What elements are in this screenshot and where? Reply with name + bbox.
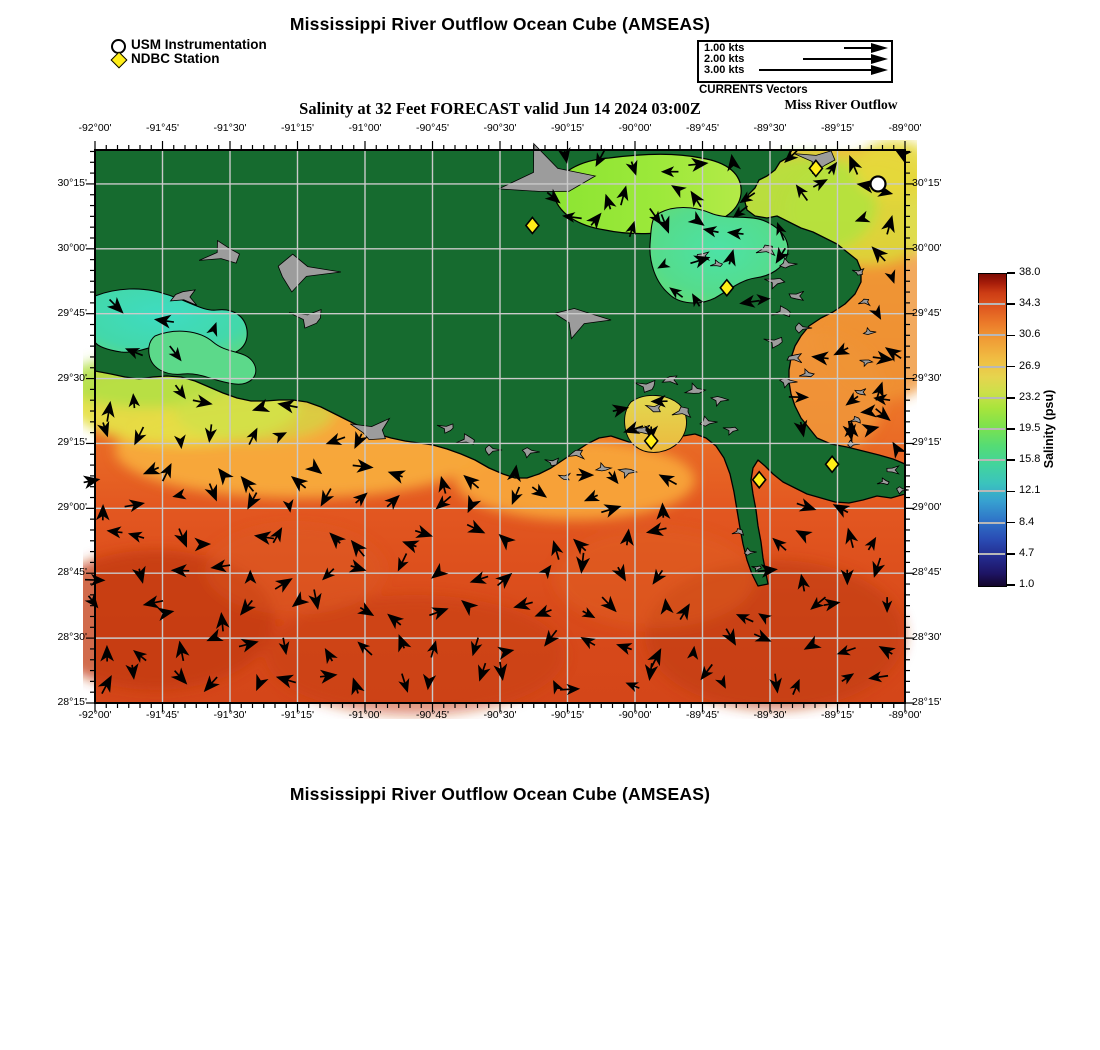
lat-tick-label: 28°30' (57, 631, 87, 644)
lat-tick-label: 30°00' (57, 241, 87, 254)
lat-tick-label: 29°45' (57, 306, 87, 319)
colorbar-tick-mark (1007, 428, 1015, 430)
lon-tick-label: -91°30' (213, 709, 247, 721)
lon-tick-label: -91°15' (280, 709, 315, 721)
colorbar-tick-label: 26.9 (1019, 359, 1041, 372)
lat-tick-label: 28°30' (912, 631, 942, 644)
colorbar-tick-mark (1007, 272, 1015, 274)
colorbar-tick-line (978, 334, 1005, 336)
colorbar-tick-line (978, 397, 1005, 399)
colorbar-tick-label: 19.5 (1019, 422, 1041, 434)
lon-tick-label: -89°15' (820, 122, 855, 134)
colorbar-axis-label: Salinity (psu) (1042, 389, 1056, 469)
colorbar-tick-label: 34.3 (1019, 297, 1041, 310)
colorbar (978, 273, 1007, 587)
currents-vectors-caption: CURRENTS Vectors (699, 84, 808, 96)
lat-tick-label: 29°15' (57, 436, 87, 449)
lon-tick-label: -89°00' (888, 709, 922, 721)
lon-tick-label: -91°00' (348, 122, 382, 134)
colorbar-tick-line (978, 428, 1005, 430)
colorbar-tick-label: 38.0 (1019, 266, 1041, 278)
lat-tick-label: 28°45' (912, 566, 942, 579)
usm-instrumentation-marker (871, 176, 886, 191)
legend-ndbc-label: NDBC Station (131, 51, 220, 66)
lon-tick-label: -89°30' (753, 709, 787, 721)
colorbar-tick-line (978, 303, 1005, 305)
lat-tick-label: 29°30' (57, 371, 87, 384)
colorbar-tick-label: 12.1 (1019, 484, 1041, 497)
colorbar-tick-line (978, 553, 1005, 555)
ndbc-diamond-icon (111, 52, 128, 69)
colorbar-tick-mark (1007, 366, 1015, 368)
colorbar-tick-line (978, 490, 1005, 492)
vector-legend-3kt-label: 3.00 kts (704, 64, 745, 76)
lat-tick-label: 29°15' (912, 436, 942, 449)
lon-tick-label: -91°45' (145, 122, 180, 134)
lon-tick-label: -89°15' (820, 709, 855, 721)
colorbar-tick-label: 4.7 (1019, 546, 1035, 559)
lon-tick-label: -89°45' (685, 709, 720, 721)
colorbar-tick-label: 15.8 (1019, 453, 1041, 466)
colorbar-tick-mark (1007, 335, 1015, 337)
legend-usm-label: USM Instrumentation (131, 37, 267, 52)
lon-tick-label: -91°00' (348, 709, 382, 721)
footer-title: Mississippi River Outflow Ocean Cube (AMSEAS) (289, 784, 711, 804)
vector-legend-2kt-arrowhead-icon (871, 54, 888, 64)
salinity-map (83, 140, 917, 719)
lat-tick-label: 29°00' (912, 501, 942, 514)
lon-tick-label: -90°45' (415, 122, 450, 134)
lon-tick-label: -91°30' (213, 122, 247, 134)
lat-tick-label: 29°00' (57, 501, 87, 514)
forecast-subtitle: Salinity at 32 Feet FORECAST valid Jun 14 2024 03:00Z (299, 99, 701, 118)
lat-tick-label: 28°15' (912, 696, 942, 708)
page-title: Mississippi River Outflow Ocean Cube (AMSEAS) (289, 14, 711, 34)
colorbar-tick-line (978, 459, 1005, 461)
lat-tick-label: 29°30' (912, 371, 942, 384)
colorbar-tick-mark (1007, 553, 1015, 555)
lon-tick-label: -90°15' (550, 709, 585, 721)
lon-tick-label: -92°00' (78, 709, 112, 721)
colorbar-tick-label: 30.6 (1019, 328, 1041, 341)
lon-tick-label: -89°00' (888, 122, 922, 134)
vector-legend-3kt-arrow-tail (759, 69, 876, 71)
colorbar-tick-mark (1007, 459, 1015, 461)
lon-tick-label: -90°30' (483, 122, 517, 134)
lat-tick-label: 30°15' (57, 176, 87, 189)
lat-tick-label: 28°45' (57, 566, 87, 579)
plot-area (83, 140, 917, 715)
colorbar-tick-line (978, 522, 1005, 524)
lat-tick-label: 30°15' (912, 176, 942, 189)
colorbar-tick-mark (1007, 397, 1015, 399)
lon-tick-label: -90°00' (618, 709, 652, 721)
lon-tick-label: -90°45' (415, 709, 450, 721)
lon-tick-label: -89°45' (685, 122, 720, 134)
colorbar-tick-mark (1007, 303, 1015, 305)
colorbar-tick-mark (1007, 491, 1015, 493)
lon-tick-label: -90°15' (550, 122, 585, 134)
lat-tick-label: 29°45' (912, 306, 942, 319)
lon-tick-label: -91°45' (145, 709, 180, 721)
miss-river-outflow-label: Miss River Outflow (784, 97, 898, 112)
colorbar-tick-line (978, 366, 1005, 368)
colorbar-tick-label: 1.0 (1019, 578, 1035, 590)
vector-legend-1kt-label: 1.00 kts (704, 42, 745, 54)
vector-legend-2kt-label: 2.00 kts (704, 53, 745, 65)
lon-tick-label: -89°30' (753, 122, 787, 134)
colorbar-tick-mark (1007, 522, 1015, 524)
lon-tick-label: -92°00' (78, 122, 112, 134)
lon-tick-label: -91°15' (280, 122, 315, 134)
lat-tick-label: 28°15' (57, 696, 87, 708)
vector-legend-1kt-arrowhead-icon (871, 43, 888, 53)
lon-tick-label: -90°00' (618, 122, 652, 134)
vector-legend-2kt-arrow-tail (803, 58, 876, 60)
lat-tick-label: 30°00' (912, 241, 942, 254)
lon-tick-label: -90°30' (483, 709, 517, 721)
vector-legend-3kt-arrowhead-icon (871, 65, 888, 75)
colorbar-tick-label: 23.2 (1019, 390, 1041, 403)
colorbar-tick-mark (1007, 584, 1015, 586)
colorbar-tick-label: 8.4 (1019, 515, 1035, 528)
